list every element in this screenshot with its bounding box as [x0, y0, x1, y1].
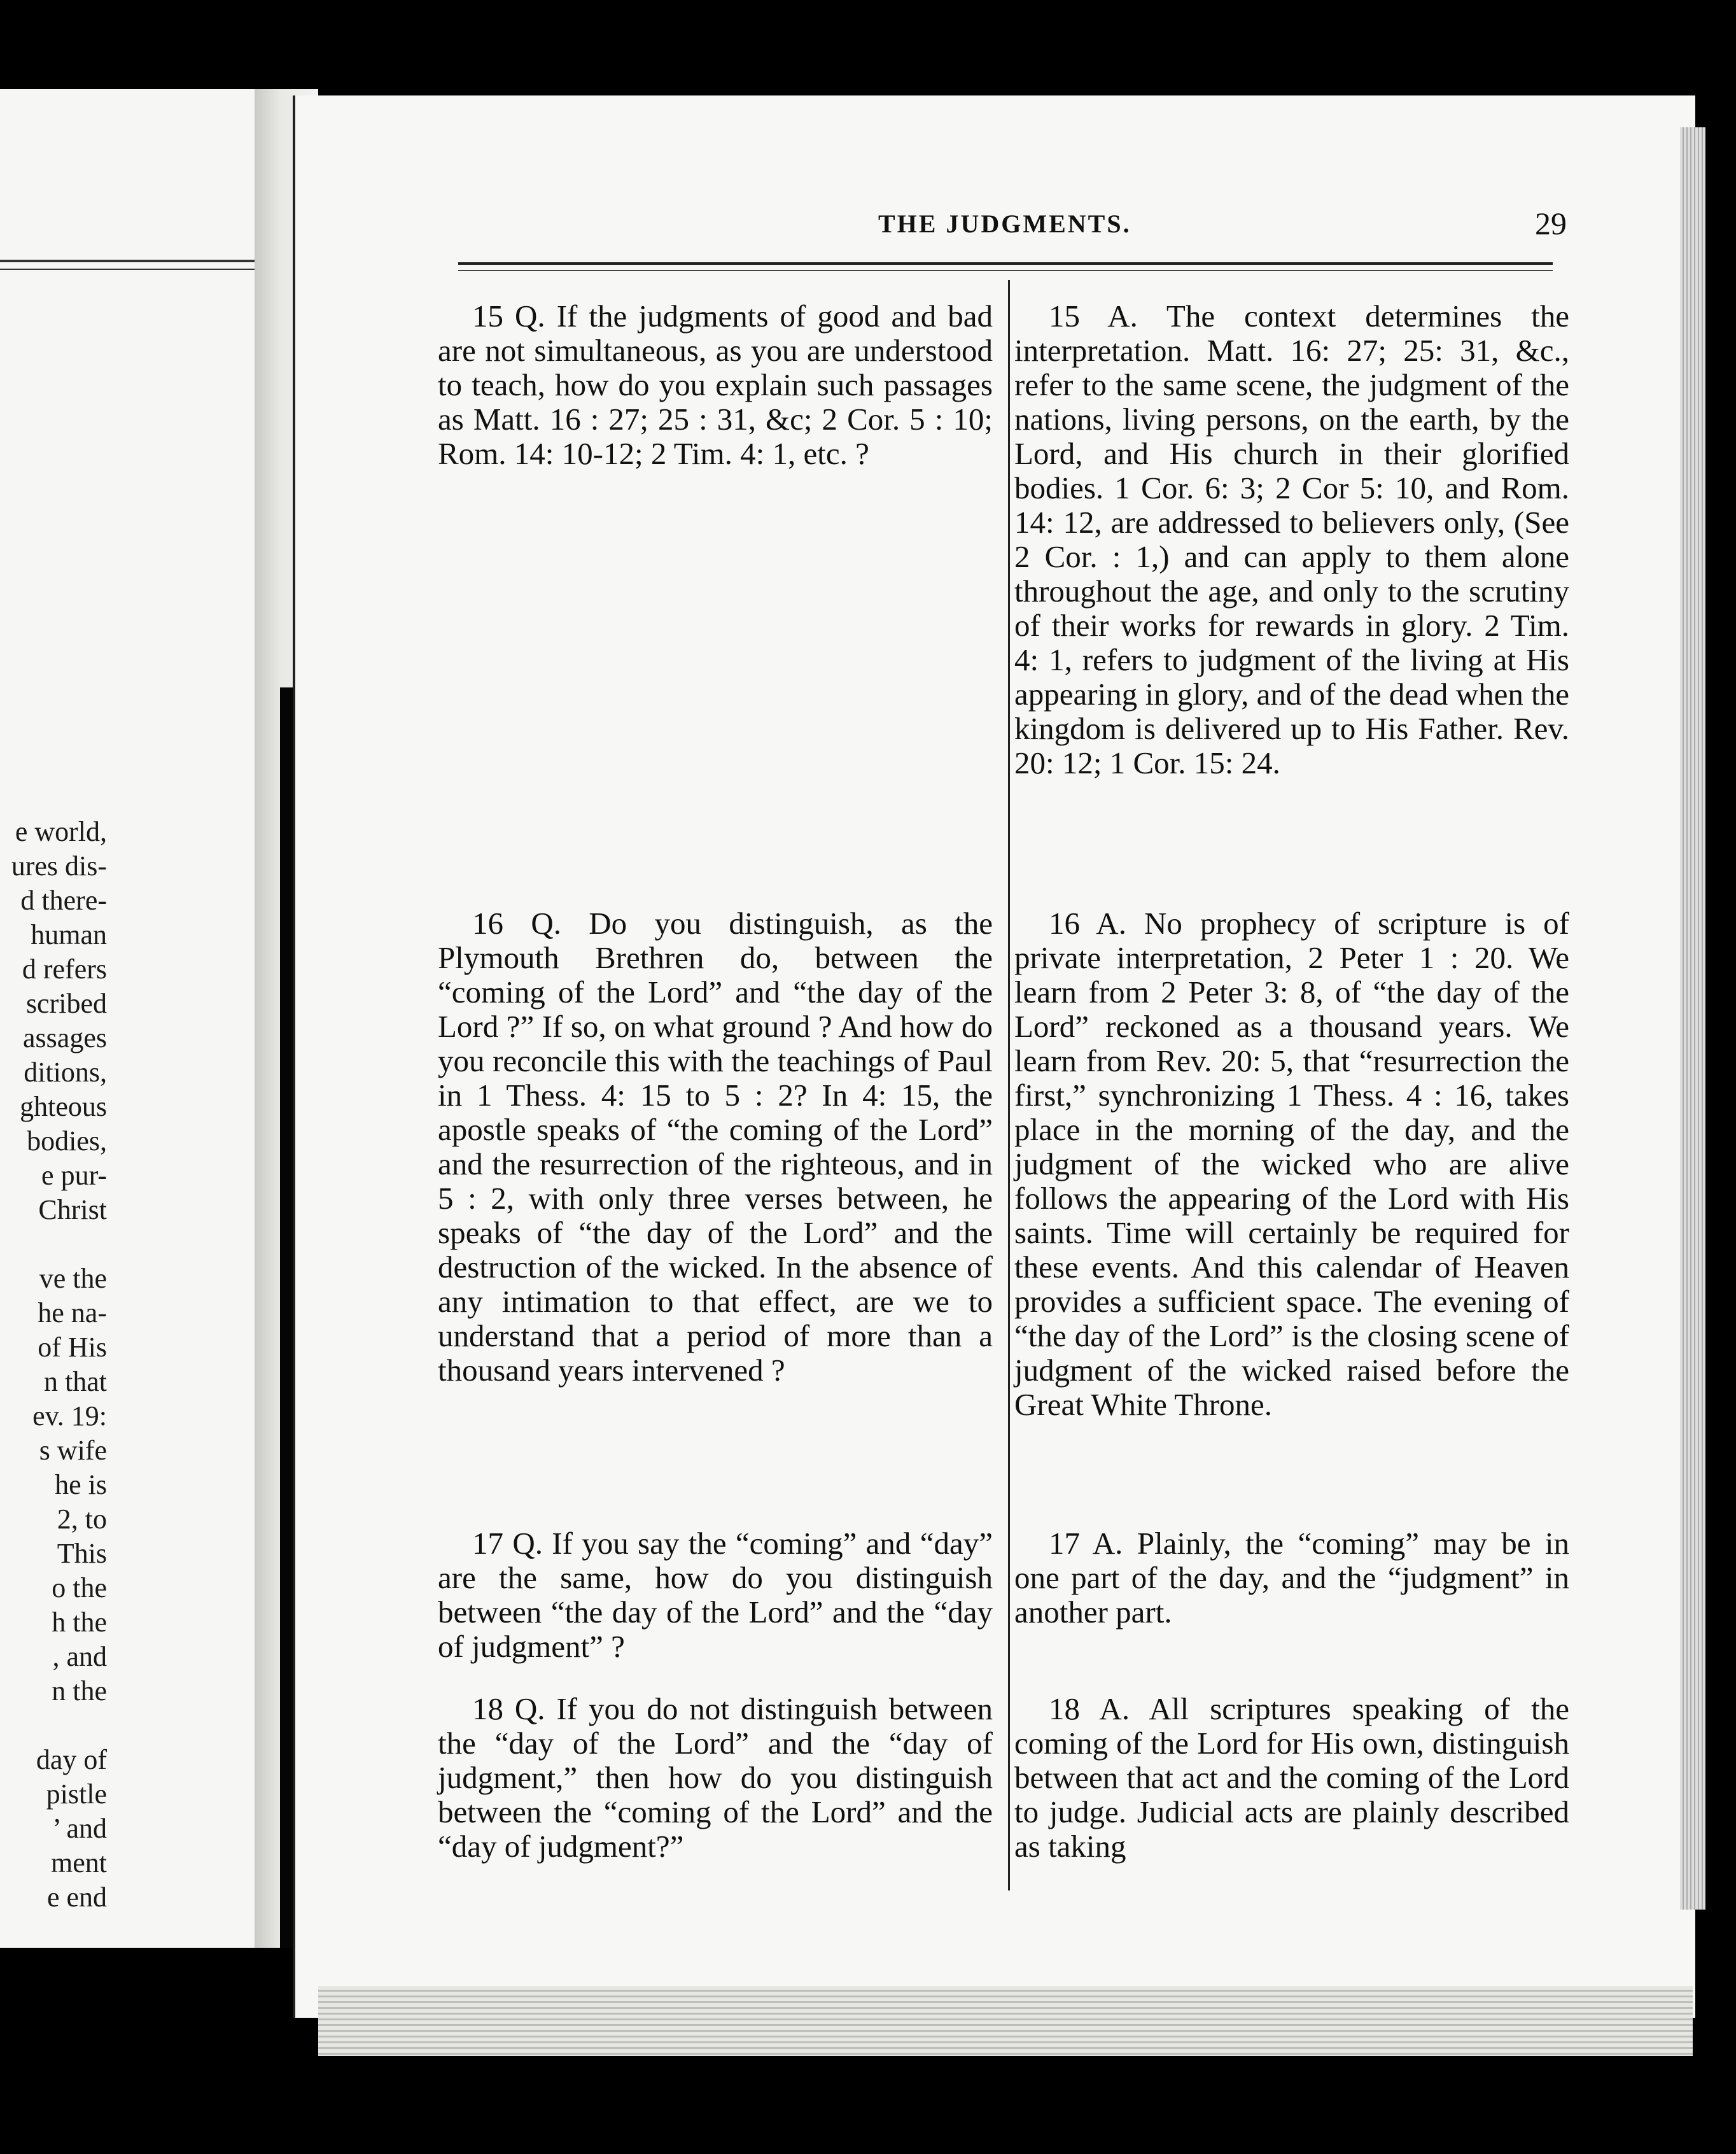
previous-page-line: day of — [36, 1744, 107, 1775]
question-text: 16 Q. Do you distinguish, as the Plymouth Brethren do, between the “coming of the Lord” and “the day of the Lord ?” If so, on what ground ? And how do you reconcile this with the teachings of Paul in 1 Thess. 4: 15 to 5 : 2? In 4: 15, the apostle speaks of “the coming of the Lord” and the resurrection of the righteous, and in 5 : 2, with only three verses between, he speaks of “the day of the Lord” and the destruction of the wicked. In the absence of any intimation to that effect, are we to understand that a period of more than a thousand years intervened ? — [438, 906, 993, 1388]
previous-page-line: he is — [55, 1469, 107, 1500]
previous-page-line: This — [57, 1538, 107, 1569]
question-16 — [438, 906, 993, 1388]
answer-text: 18 A. All scriptures speaking of the coming of the Lord for His own, distinguish between that act and the coming of the Lord to judge. Judicial acts are plainly described as taking — [1014, 1691, 1569, 1864]
question-text: 15 Q. If the judgments of good and bad are not simultaneous, as you are understood to teach, how do you explain such passages as Matt. 16 : 27; 25 : 31, &c; 2 Cor. 5 : 10; Rom. 14: 10-12; 2 Tim. 4: 1, etc. ? — [438, 299, 993, 471]
header-rule — [458, 262, 1553, 265]
previous-page-line — [0, 1227, 107, 1262]
page-number: 29 — [1535, 206, 1567, 241]
previous-page-line: ve the — [39, 1263, 107, 1294]
answer-text: 16 A. No prophecy of scripture is of private interpretation, 2 Peter 1 : 20. We learn from 2 Peter 3: 8, of “the day of the Lord” reckoned as a thousand years. We learn from Rev. 20: 5, that “resurrection the first,” synchronizing 1 Thess. 4 : 16, takes place in the morning of the day, and the judgment of the wicked who are alive follows the appearing of the Lord with His saints. Time will certainly be required for these events. And this calendar of Heaven provides a sufficient space. The evening of “the day of the Lord” is the closing scene of judgment of the wicked raised before the Great White Throne. — [1014, 906, 1569, 1422]
question-text: 18 Q. If you do not distinguish between the “day of the Lord” and the “day of judgment,” then how do you distinguish between the “coming of the Lord” and the “day of judgment?” — [438, 1691, 993, 1864]
previous-page-line: ghteous — [20, 1091, 107, 1122]
previous-page-line: scribed — [25, 988, 107, 1019]
previous-page-line: d refers — [22, 954, 107, 985]
question-15 — [438, 299, 993, 471]
previous-page-line: human — [31, 919, 107, 950]
page-edge — [1680, 127, 1705, 1910]
previous-page-line: ev. 19: — [32, 1400, 107, 1432]
previous-page-rule-thin — [0, 269, 255, 270]
answer-18 — [1014, 1692, 1569, 1864]
previous-page-line: e pur- — [41, 1160, 107, 1191]
previous-page-line: s wife — [39, 1435, 107, 1466]
previous-page-line — [0, 1708, 107, 1743]
previous-page-line: e world, — [15, 816, 107, 847]
answer-17 — [1014, 1526, 1569, 1630]
previous-page-line: ditions, — [24, 1057, 107, 1088]
answer-text: 15 A. The context determines the interpretation. Matt. 16: 27; 25: 31, &c., refer to the same scene, the judgment of the nations, living persons, on the earth, by the Lord, and His church in their glorified bodies. 1 Cor. 6: 3; 2 Cor 5: 10, and Rom. 14: 12, are addressed to believers only, (See 2 Cor. : 1,) and can apply to them alone throughout the age, and only to the scrutiny of their works for rewards in glory. 2 Tim. 4: 1, refers to judgment of the living at His appearing in glory, and of the dead when the kingdom is delivered up to His Father. Rev. 20: 12; 1 Cor. 15: 24. — [1014, 299, 1569, 780]
previous-page-line: n that — [44, 1366, 107, 1397]
previous-page-line: e end — [46, 1882, 107, 1913]
answer-text: 17 A. Plainly, the “coming” may be in one part of the day, and the “judgment” in another part. — [1014, 1526, 1569, 1630]
page-bottom-edge — [318, 1986, 1693, 2056]
previous-page-line: h the — [52, 1607, 107, 1638]
question-17 — [438, 1526, 993, 1664]
running-head: THE JUDGMENTS. — [878, 209, 1131, 238]
answer-16 — [1014, 906, 1569, 1422]
previous-page-line: ’ and — [52, 1813, 107, 1844]
previous-page-line: , and — [52, 1641, 107, 1672]
previous-page-text — [0, 815, 107, 1915]
previous-page-line: bodies, — [27, 1125, 107, 1157]
previous-page-line: assages — [23, 1022, 107, 1053]
question-text: 17 Q. If you say the “coming” and “day” are the same, how do you distinguish between “the day of the Lord” and the “day of judgment” ? — [438, 1526, 993, 1664]
previous-page-line: pistle — [46, 1778, 107, 1810]
previous-page-rule — [0, 260, 255, 262]
question-18 — [438, 1692, 993, 1864]
answer-15 — [1014, 299, 1569, 780]
previous-page-line: d there- — [20, 885, 107, 916]
previous-page-line: 2, to — [57, 1503, 107, 1535]
previous-page-line: ures dis- — [11, 850, 107, 882]
previous-page-line: n the — [52, 1675, 107, 1707]
previous-page-line: of His — [38, 1332, 107, 1363]
previous-page-line: he na- — [38, 1297, 107, 1328]
previous-page-line: Christ — [38, 1194, 107, 1225]
column-divider — [1008, 280, 1010, 1890]
header-rule-thin — [458, 270, 1553, 271]
previous-page-line: o the — [52, 1572, 107, 1603]
previous-page — [0, 89, 256, 1948]
previous-page-line: ment — [51, 1847, 107, 1878]
